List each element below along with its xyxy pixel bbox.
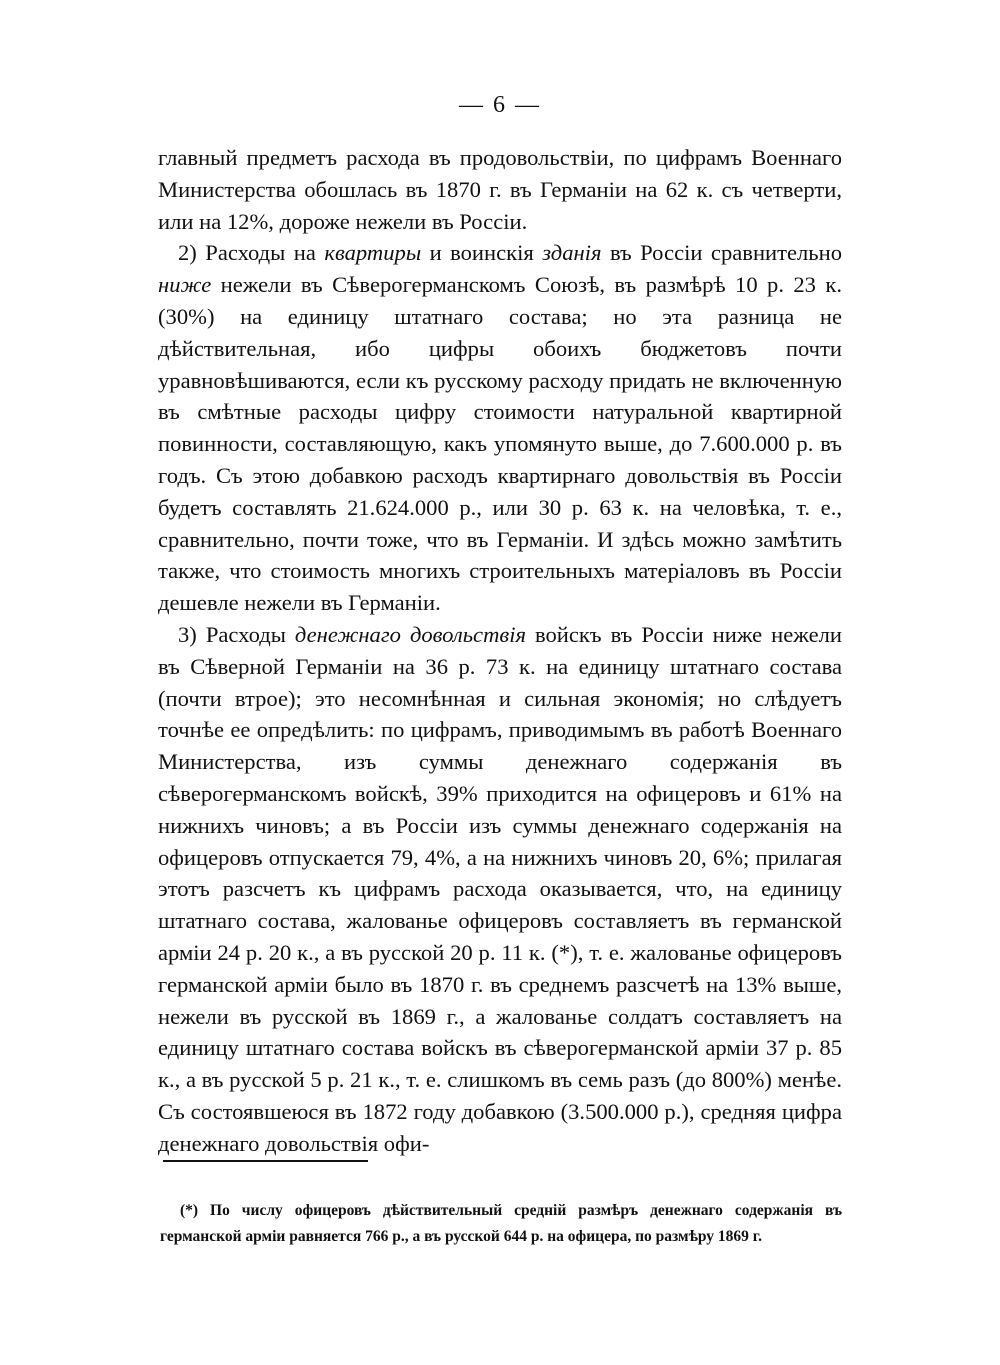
italic-term: денежнаго довольствія: [294, 621, 526, 647]
text-segment: и воинскія: [421, 240, 543, 266]
page-number: — 6 —: [459, 92, 541, 118]
text-segment: войскъ въ Россіи ниже нежели въ Сѣверной Германіи на 36 р. 73 к. на единицу штатнаго состава (почти втрое); это несомнѣнная и сильная экономія; но слѣдуетъ точнѣе ее опредѣлить: по цифрамъ, приводимымъ въ работѣ Военнаго Министерства, изъ суммы денежнаго содержанія въ сѣверогерманскомъ войскѣ, 39% приходится на офицеровъ и 61% на нижнихъ чиновъ; а въ Россіи изъ суммы денежнаго содержанія на офицеровъ отпускается 79, 4%, а на нижнихъ чиновъ 20, 6%; прилагая этотъ разсчетъ къ цифрамъ расхода оказывается, что, на единицу штатнаго состава, жалованье офицеровъ составляетъ въ германской арміи 24 р. 20 к., а въ русской 20 р. 11 к. (*), т. е. жалованье офицеровъ германской арміи было въ 1870 г. въ среднемъ разсчетѣ на 13% выше, нежели въ русской въ 1869 г., а жалованье солдатъ составляетъ на единицу штатнаго состава войскъ въ сѣверогерманской арміи 37 р. 85 к., а въ русской 5 р. 21 к., т. е. слишкомъ въ семь разъ (до 800%) менѣе. Съ состоявшеюся въ 1872 году добавкою (3.500.000 р.), средняя цифра денежнаго довольствія офи-: [158, 621, 842, 1156]
footnote: (*) По числу офицеровъ дѣйствительный средній размѣръ денежнаго содержанія въ германской арміи равняется 766 р., а въ русской 644 р. на офицера, по размѣру 1869 г.: [160, 1202, 842, 1245]
text-segment: главный предметъ расхода въ продовольствіи, по цифрамъ Военнаго Министерства обошлась въ 1870 г. въ Германіи на 62 к. съ четверти, или на 12%, дороже нежели въ Россіи.: [158, 145, 842, 234]
text-segment: 2) Расходы на: [178, 240, 325, 266]
italic-term: квартиры: [324, 240, 422, 266]
footnote-divider: [163, 1160, 368, 1162]
paragraph-continued: [158, 142, 842, 237]
text-segment: въ Россіи сравнительно: [601, 240, 842, 266]
body-text: [158, 142, 842, 1160]
text-segment: нежели въ Сѣверогерманскомъ Союзѣ, въ размѣрѣ 10 р. 23 к. (30%) на единицу штатнаго состава; но эта разница не дѣйствительная, ибо цифры обоихъ бюджетовъ почти уравновѣшиваются, если къ русскому расходу придать не включенную въ смѣтные расходы цифру стоимости натуральной квартирной повинности, составляющую, какъ упомянуто выше, до 7.600.000 р. въ годъ. Съ этою добавкою расходъ квартирнаго довольствія въ Россіи будетъ составлять 21.624.000 р., или 30 р. 63 к. на человѣка, т. е., сравнительно, почти тоже, что въ Германіи. И здѣсь можно замѣтить также, что стоимость многихъ строительныхъ матеріаловъ въ Россіи дешевле нежели въ Германіи.: [158, 272, 842, 616]
italic-term: ниже: [158, 272, 212, 298]
paragraph-quarters-expenses: [158, 237, 842, 619]
paragraph-monetary-allowance: [158, 619, 842, 1160]
italic-term: зданія: [542, 240, 602, 266]
text-segment: 3) Расходы: [178, 621, 295, 647]
